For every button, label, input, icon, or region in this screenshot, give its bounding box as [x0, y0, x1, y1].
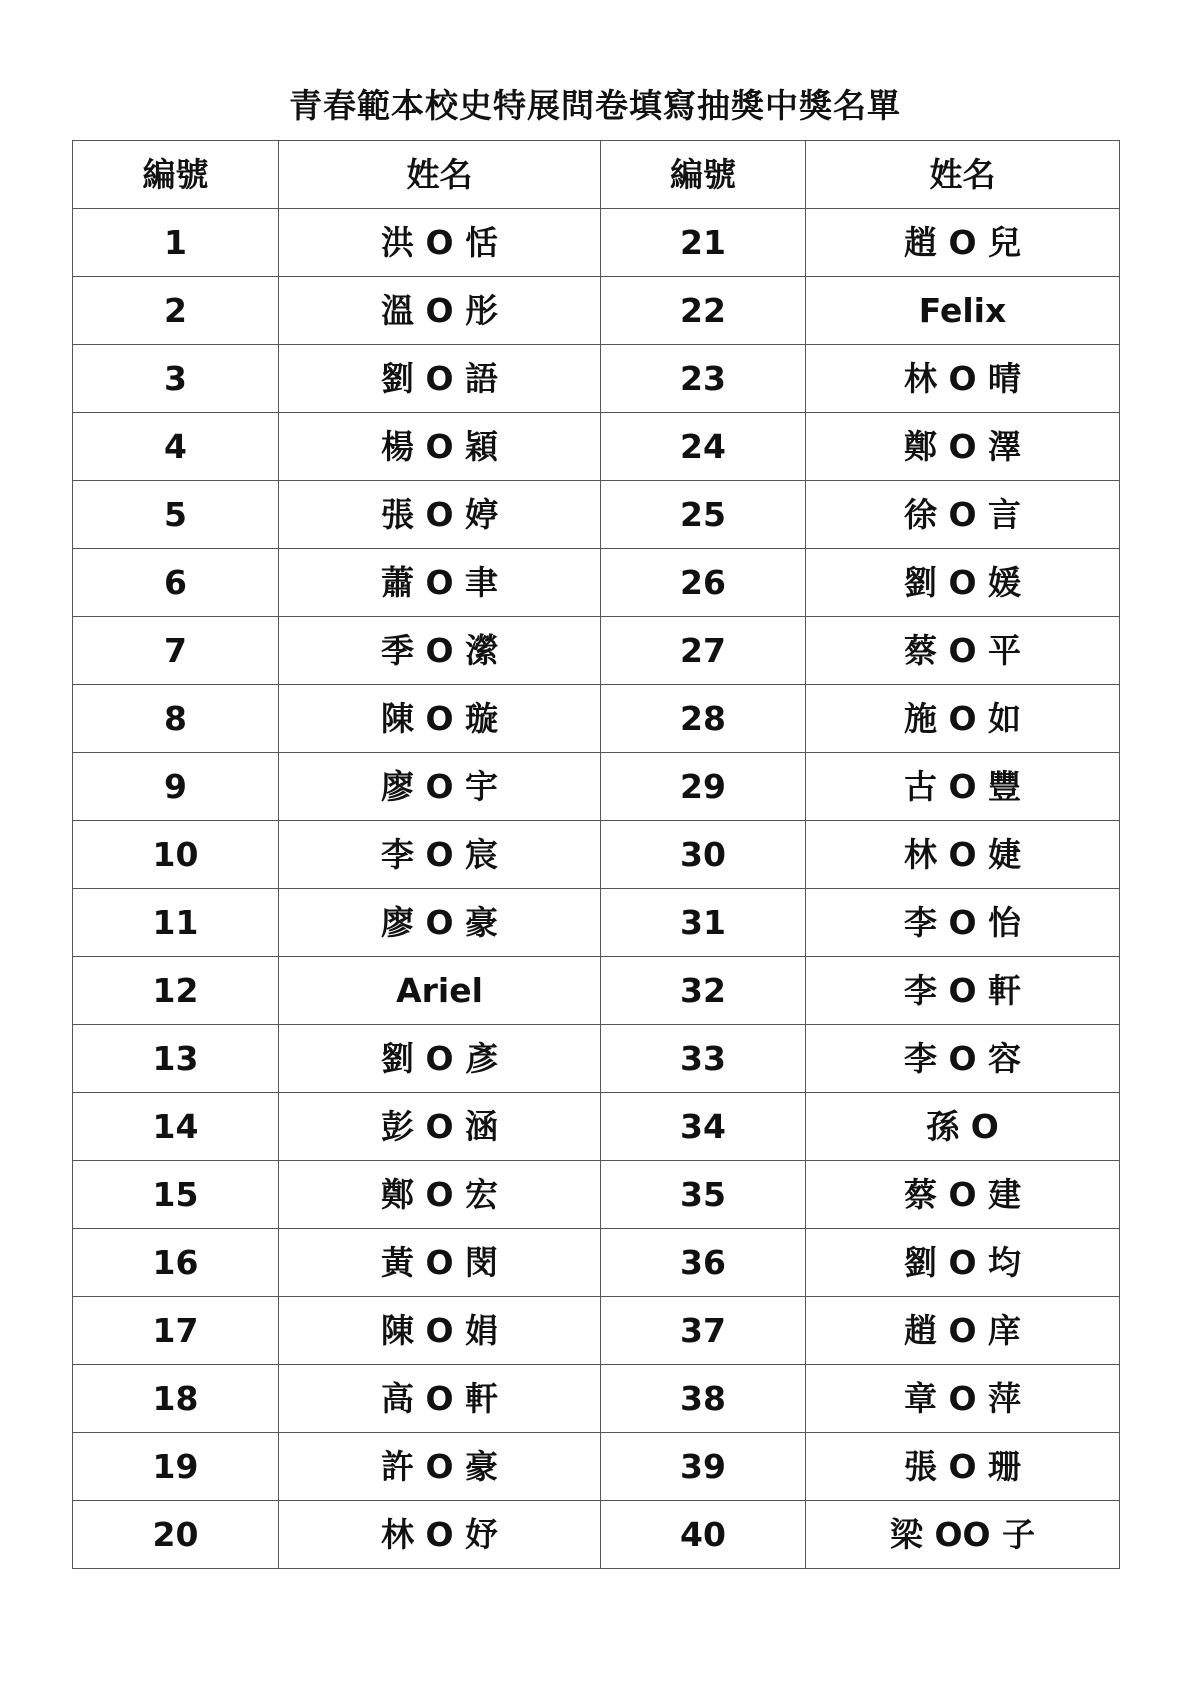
winner-name: 李 O 容	[806, 1025, 1120, 1093]
page-title: 青春範本校史特展問卷填寫抽獎中獎名單	[289, 86, 901, 125]
winner-number: 21	[601, 209, 806, 277]
winner-number: 24	[601, 413, 806, 481]
header-number-left: 編號	[73, 141, 279, 209]
winner-name: 施 O 如	[806, 685, 1120, 753]
winner-number: 11	[73, 889, 279, 957]
winner-name: 劉 O 彥	[279, 1025, 601, 1093]
winner-name: 劉 O 均	[806, 1229, 1120, 1297]
winner-name: 蔡 O 建	[806, 1161, 1120, 1229]
winner-number: 1	[73, 209, 279, 277]
table-row	[73, 685, 1120, 753]
table-row	[73, 1161, 1120, 1229]
winner-name: 鄭 O 宏	[279, 1161, 601, 1229]
winner-name: 廖 O 豪	[279, 889, 601, 957]
table-row	[73, 617, 1120, 685]
winner-name: 蔡 O 平	[806, 617, 1120, 685]
winner-number: 28	[601, 685, 806, 753]
winner-number: 7	[73, 617, 279, 685]
winner-number: 22	[601, 277, 806, 345]
winner-number: 30	[601, 821, 806, 889]
winner-name: 張 O 婷	[279, 481, 601, 549]
winner-number: 9	[73, 753, 279, 821]
winner-number: 38	[601, 1365, 806, 1433]
winner-name: 蕭 O 聿	[279, 549, 601, 617]
winner-number: 33	[601, 1025, 806, 1093]
winner-name: Felix	[806, 277, 1120, 345]
winner-number: 16	[73, 1229, 279, 1297]
winner-number: 19	[73, 1433, 279, 1501]
winner-name: 李 O 軒	[806, 957, 1120, 1025]
table-row	[73, 345, 1120, 413]
table-row	[73, 1433, 1120, 1501]
winner-name: 陳 O 璇	[279, 685, 601, 753]
table-row	[73, 957, 1120, 1025]
winner-name: 古 O 豐	[806, 753, 1120, 821]
header-name-left: 姓名	[279, 141, 601, 209]
winner-name: 梁 OO 子	[806, 1501, 1120, 1569]
winner-number: 15	[73, 1161, 279, 1229]
winner-number: 3	[73, 345, 279, 413]
winner-name: 林 O 妤	[279, 1501, 601, 1569]
winner-number: 32	[601, 957, 806, 1025]
winner-name: 高 O 軒	[279, 1365, 601, 1433]
winners-table-body	[73, 209, 1120, 1569]
table-row	[73, 1365, 1120, 1433]
winner-name: 章 O 萍	[806, 1365, 1120, 1433]
winner-name: 孫 O	[806, 1093, 1120, 1161]
header-number-right: 編號	[601, 141, 806, 209]
winner-name: 李 O 怡	[806, 889, 1120, 957]
winner-name: 趙 O 兒	[806, 209, 1120, 277]
table-header-row	[73, 141, 1120, 209]
winner-name: 劉 O 媛	[806, 549, 1120, 617]
winner-name: 林 O 婕	[806, 821, 1120, 889]
table-row	[73, 1229, 1120, 1297]
winner-number: 37	[601, 1297, 806, 1365]
table-row	[73, 209, 1120, 277]
winner-name: 林 O 晴	[806, 345, 1120, 413]
winner-number: 14	[73, 1093, 279, 1161]
table-row	[73, 753, 1120, 821]
winner-name: 趙 O 庠	[806, 1297, 1120, 1365]
table-row	[73, 481, 1120, 549]
winner-number: 36	[601, 1229, 806, 1297]
winner-name: 季 O 瀠	[279, 617, 601, 685]
winner-number: 13	[73, 1025, 279, 1093]
winner-number: 18	[73, 1365, 279, 1433]
winner-number: 35	[601, 1161, 806, 1229]
winner-name: 黃 O 閔	[279, 1229, 601, 1297]
winner-name: 鄭 O 澤	[806, 413, 1120, 481]
table-row	[73, 821, 1120, 889]
winner-name: 許 O 豪	[279, 1433, 601, 1501]
winner-name: 李 O 宸	[279, 821, 601, 889]
winner-name: 張 O 珊	[806, 1433, 1120, 1501]
winner-number: 26	[601, 549, 806, 617]
winner-number: 12	[73, 957, 279, 1025]
winner-name: 彭 O 涵	[279, 1093, 601, 1161]
table-row	[73, 413, 1120, 481]
winner-number: 34	[601, 1093, 806, 1161]
winner-number: 4	[73, 413, 279, 481]
table-row	[73, 549, 1120, 617]
winner-number: 27	[601, 617, 806, 685]
winner-number: 20	[73, 1501, 279, 1569]
winner-name: 陳 O 娟	[279, 1297, 601, 1365]
winner-number: 5	[73, 481, 279, 549]
winner-number: 39	[601, 1433, 806, 1501]
winner-name: 溫 O 彤	[279, 277, 601, 345]
table-row	[73, 1025, 1120, 1093]
table-row	[73, 1093, 1120, 1161]
header-name-right: 姓名	[806, 141, 1120, 209]
winner-name: 劉 O 語	[279, 345, 601, 413]
winner-number: 31	[601, 889, 806, 957]
winner-name: 楊 O 穎	[279, 413, 601, 481]
winner-number: 29	[601, 753, 806, 821]
winner-number: 40	[601, 1501, 806, 1569]
winner-number: 17	[73, 1297, 279, 1365]
winner-name: Ariel	[279, 957, 601, 1025]
winner-number: 2	[73, 277, 279, 345]
winner-number: 25	[601, 481, 806, 549]
winner-name: 廖 O 宇	[279, 753, 601, 821]
table-row	[73, 889, 1120, 957]
winner-number: 8	[73, 685, 279, 753]
winner-number: 23	[601, 345, 806, 413]
table-row	[73, 1501, 1120, 1569]
winner-name: 洪 O 恬	[279, 209, 601, 277]
table-row	[73, 1297, 1120, 1365]
winners-table	[72, 140, 1120, 1569]
table-row	[73, 277, 1120, 345]
winner-number: 10	[73, 821, 279, 889]
winner-name: 徐 O 言	[806, 481, 1120, 549]
winner-number: 6	[73, 549, 279, 617]
